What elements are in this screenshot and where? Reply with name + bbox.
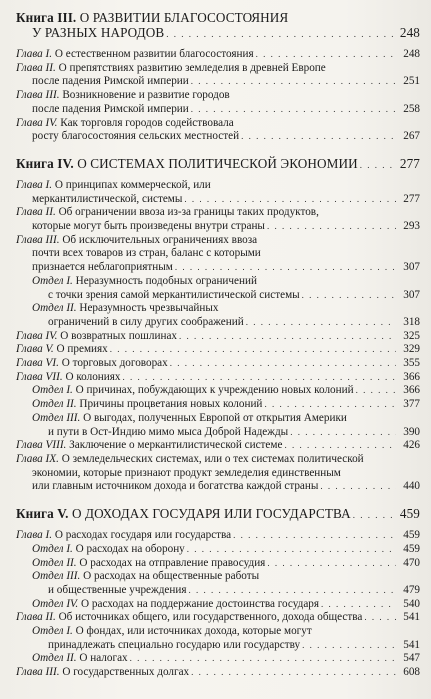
toc-text (32, 130, 239, 144)
leader-dots (264, 398, 396, 412)
toc-title: Неразумность подобных ограничений (75, 274, 257, 287)
toc-section[interactable] (16, 557, 420, 571)
page-number: 293 (403, 220, 420, 233)
toc-title: О расходах на оборону (75, 542, 185, 555)
toc-label: Глава I. (16, 48, 53, 60)
toc-text (16, 156, 358, 171)
toc-title: Об исключительных ограничениях ввоза (62, 233, 258, 246)
toc-title: меркантилистической, системы (32, 192, 183, 205)
toc-title: ограничений в силу других соображений (48, 315, 244, 328)
toc-label: Книга III. (16, 10, 77, 25)
toc-title: О государственных долгах (62, 666, 190, 679)
toc-section[interactable] (16, 598, 420, 612)
toc-text (32, 384, 354, 398)
toc-chapter[interactable] (16, 206, 420, 233)
toc-title: О СИСТЕМАХ ПОЛИТИЧЕСКОЙ ЭКОНОМИИ (77, 155, 358, 171)
toc-text (16, 89, 230, 103)
leader-dots (241, 130, 396, 144)
leader-dots (360, 158, 396, 173)
toc-label: Отдел I. (32, 542, 73, 555)
leader-dots (189, 584, 396, 598)
page-number: 277 (399, 155, 420, 171)
toc-title: О торговых договорах (61, 357, 168, 370)
toc-section[interactable] (16, 384, 420, 398)
toc-line (16, 179, 420, 193)
toc-chapter[interactable] (16, 357, 420, 371)
toc-label: Книга IV. (16, 155, 74, 171)
toc-label: Глава IV. (16, 116, 58, 129)
toc-title: Как торговля городов содействовала (60, 116, 234, 129)
toc-text (16, 666, 189, 680)
leader-dots (191, 666, 396, 680)
toc-line (16, 480, 420, 494)
toc-text (16, 330, 177, 344)
toc-text (16, 62, 326, 76)
toc-text (32, 467, 341, 481)
toc-label: Глава II. (16, 206, 56, 219)
toc-line (16, 48, 420, 62)
toc-line (16, 234, 420, 248)
toc-text (48, 584, 187, 598)
toc-title: О выгодах, полученных Европой от открытия Америки (83, 411, 347, 424)
toc-text (32, 247, 261, 261)
toc-label: Отдел III. (32, 411, 81, 424)
leader-dots (284, 439, 396, 453)
toc-section[interactable] (16, 275, 420, 302)
leader-dots (267, 557, 396, 571)
leader-dots (170, 357, 396, 371)
page-number: 541 (403, 611, 420, 624)
toc-title: после падения Римской империи (32, 102, 189, 115)
leader-dots (302, 639, 396, 653)
page-number: 248 (399, 25, 420, 40)
toc-label: Отдел IV. (32, 597, 79, 610)
toc-title: О РАЗВИТИИ БЛАГОСОСТОЯНИЯ (79, 10, 289, 25)
toc-text (32, 412, 347, 426)
leader-dots (256, 48, 396, 62)
toc-title: О расходах на общественные работы (83, 570, 260, 583)
toc-text (16, 48, 254, 62)
toc-line (32, 652, 420, 666)
leader-dots (302, 289, 396, 303)
toc-title: О возвратных пошлинах (60, 329, 178, 342)
toc-line (32, 639, 420, 653)
toc-line (32, 412, 420, 426)
toc-line (16, 89, 420, 103)
leader-dots (356, 384, 396, 398)
toc-label: Отдел I. (32, 274, 73, 287)
toc-section[interactable] (16, 302, 420, 329)
page-number: 608 (403, 666, 420, 679)
toc-chapter[interactable] (16, 666, 420, 680)
leader-dots (321, 598, 396, 612)
toc-line (16, 529, 420, 543)
toc-title: О препятствиях развитию земледелия в древней Европе (58, 61, 326, 74)
toc-text (32, 398, 262, 412)
toc-text (32, 652, 128, 666)
page-number: 366 (403, 370, 420, 383)
page-number: 390 (403, 425, 420, 438)
toc-line (32, 543, 420, 557)
toc-title: О налогах (79, 652, 128, 665)
toc-line (16, 666, 420, 680)
toc-chapter[interactable] (16, 529, 420, 543)
toc-section[interactable] (16, 543, 420, 557)
toc-title: экономии, которые признают продукт земледелия единственным (32, 466, 341, 479)
toc-line (16, 103, 420, 117)
toc-title: Возникновение и развитие городов (62, 89, 230, 102)
toc-line (32, 289, 420, 303)
toc-label: Отдел III. (32, 570, 81, 583)
toc-title: Причины процветания новых колоний (79, 398, 263, 411)
toc-label: Глава IV. (16, 329, 58, 342)
toc-text (32, 557, 265, 571)
toc-part[interactable] (16, 10, 420, 42)
toc-text (32, 625, 312, 639)
toc-title: О фондах, или источниках дохода, которые могут (75, 625, 312, 638)
toc-line (16, 357, 420, 371)
leader-dots (123, 371, 396, 385)
toc-label: Глава I. (16, 529, 53, 542)
toc-text (16, 206, 319, 220)
toc-text (48, 289, 300, 303)
toc-label: Глава III. (16, 233, 60, 246)
toc-title: О естественном развитии благосостояния (54, 48, 254, 60)
toc-title: Об ограничении ввоза из-за границы таких продуктов, (58, 206, 319, 219)
toc-text (16, 529, 231, 543)
toc-text (16, 453, 364, 467)
toc-line (32, 384, 420, 398)
toc-title: после падения Римской империи (32, 75, 189, 88)
page-number: 329 (403, 343, 420, 356)
toc-title: У РАЗНЫХ НАРОДОВ (32, 25, 165, 40)
toc-label: Отдел II. (32, 652, 77, 665)
toc-line (32, 316, 420, 330)
toc-text (16, 10, 288, 25)
toc-text (16, 179, 211, 193)
toc-label: Глава II. (16, 61, 56, 74)
toc-chapter[interactable] (16, 371, 420, 385)
toc-title: О земледельческих системах, или о тех системах политической (61, 452, 364, 465)
toc-line (16, 193, 420, 207)
toc-line (16, 75, 420, 89)
toc-label: Глава III. (16, 89, 60, 102)
page-number: 377 (403, 398, 420, 411)
toc-line (32, 398, 420, 412)
toc-title: О расходах на поддержание достоинства государя (81, 597, 320, 610)
toc-label: Глава II. (16, 611, 56, 624)
toc-title: признается неблагоприятным (32, 261, 173, 274)
toc-line (16, 206, 420, 220)
toc-line (16, 247, 420, 261)
toc-text (48, 639, 300, 653)
toc-title: почти всех товаров из стран, баланс с которыми (32, 247, 261, 260)
toc-text (32, 261, 173, 275)
table-of-contents (16, 10, 420, 680)
toc-text (16, 439, 282, 453)
leader-dots (184, 193, 396, 207)
page-number: 355 (403, 357, 420, 370)
toc-chapter[interactable] (16, 611, 420, 625)
toc-label: Глава III. (16, 666, 60, 679)
toc-line (32, 557, 420, 571)
toc-text (32, 25, 164, 40)
toc-chapter[interactable] (16, 117, 420, 144)
toc-part[interactable] (16, 506, 420, 523)
leader-dots (191, 103, 396, 117)
toc-label: Глава VI. (16, 357, 59, 370)
toc-title: и общественные учреждения (48, 583, 187, 596)
toc-title: принадлежать специально государю или государству (48, 638, 301, 651)
toc-title: с точки зрения самой меркантилистической системы (48, 288, 300, 301)
page-number: 248 (403, 48, 420, 60)
toc-text (32, 193, 182, 207)
toc-text (32, 220, 265, 234)
toc-title: Неразумность чрезвычайных (79, 302, 219, 315)
toc-line (16, 506, 420, 523)
toc-title: и пути в Ост-Индию мимо мыса Доброй Надежды (48, 425, 289, 438)
toc-chapter[interactable] (16, 453, 420, 494)
page-number: 307 (403, 288, 420, 301)
toc-title: Об источниках общего, или государственного, дохода общества (58, 611, 363, 624)
toc-chapter[interactable] (16, 179, 420, 206)
toc-line (16, 343, 420, 357)
toc-text (48, 426, 288, 440)
toc-line (32, 426, 420, 440)
toc-chapter[interactable] (16, 330, 420, 344)
toc-title: которые могут быть произведены внутри страны (32, 220, 265, 233)
toc-line (16, 25, 420, 42)
page-number: 325 (403, 329, 420, 342)
toc-label: Отдел II. (32, 398, 77, 411)
toc-title: О расходах на отправление правосудия (79, 556, 266, 569)
toc-text (16, 357, 168, 371)
toc-text (32, 480, 318, 494)
toc-line (16, 220, 420, 234)
page-number: 540 (403, 597, 420, 610)
toc-line (32, 598, 420, 612)
page-number: 426 (403, 439, 420, 452)
toc-label: Отдел II. (32, 556, 77, 569)
toc-line (16, 10, 420, 25)
toc-line (16, 130, 420, 144)
leader-dots (364, 611, 396, 625)
toc-line (32, 584, 420, 598)
toc-title: или главным источником дохода и богатства каждой страны (32, 480, 319, 493)
leader-dots (110, 343, 396, 357)
toc-text (32, 275, 257, 289)
leader-dots (179, 330, 396, 344)
toc-chapter[interactable] (16, 62, 420, 89)
toc-section[interactable] (16, 652, 420, 666)
toc-line (16, 62, 420, 76)
section-gap (16, 494, 420, 506)
leader-dots (290, 426, 396, 440)
page-number: 318 (403, 315, 420, 328)
toc-text (32, 302, 219, 316)
page-number: 251 (403, 75, 420, 88)
toc-line (16, 453, 420, 467)
toc-line (16, 117, 420, 131)
toc-line (16, 439, 420, 453)
toc-title: О причинах, побуждающих к учреждению новых колоний (75, 384, 354, 397)
toc-label: Глава VIII. (16, 439, 67, 452)
toc-line (16, 611, 420, 625)
leader-dots (166, 27, 396, 42)
page-number: 366 (403, 384, 420, 397)
page-number: 258 (403, 102, 420, 115)
leader-dots (233, 529, 396, 543)
page-number: 547 (403, 652, 420, 665)
toc-chapter[interactable] (16, 89, 420, 116)
toc-label: Отдел II. (32, 302, 77, 315)
leader-dots (353, 508, 396, 523)
toc-title: О колониях (65, 370, 121, 383)
toc-text (48, 316, 244, 330)
section-gap (16, 144, 420, 156)
toc-line (32, 302, 420, 316)
toc-text (16, 506, 351, 521)
toc-chapter[interactable] (16, 48, 420, 62)
toc-title: О премиях (56, 343, 108, 356)
toc-line (32, 275, 420, 289)
toc-text (32, 598, 319, 612)
page-number: 440 (403, 480, 420, 493)
page-number: 459 (403, 529, 420, 542)
toc-section[interactable] (16, 625, 420, 652)
toc-label: Глава V. (16, 343, 54, 356)
page-number: 479 (403, 583, 420, 596)
leader-dots (130, 652, 396, 666)
toc-line (16, 330, 420, 344)
toc-chapter[interactable] (16, 439, 420, 453)
toc-line (16, 261, 420, 275)
leader-dots (187, 543, 396, 557)
toc-title: Заключение о меркантилистической системе (69, 439, 283, 452)
leader-dots (191, 75, 396, 89)
toc-line (32, 625, 420, 639)
page-number: 470 (403, 556, 420, 569)
toc-section[interactable] (16, 570, 420, 597)
toc-text (16, 611, 362, 625)
page-number: 459 (399, 506, 420, 522)
toc-title: О расходах государя или государства (54, 529, 232, 542)
toc-title: О принципах коммерческой, или (54, 178, 211, 191)
toc-title: О ДОХОДАХ ГОСУДАРЯ ИЛИ ГОСУДАРСТВА (71, 506, 351, 522)
toc-text (32, 543, 185, 557)
toc-text (32, 75, 189, 89)
toc-text (16, 117, 234, 131)
leader-dots (320, 480, 396, 494)
leader-dots (246, 316, 396, 330)
toc-label: Книга V. (16, 506, 69, 522)
toc-chapter[interactable] (16, 343, 420, 357)
toc-text (32, 103, 189, 117)
toc-label: Отдел I. (32, 625, 73, 638)
toc-title: росту благосостояния сельских местностей (32, 130, 240, 143)
page-number: 459 (403, 542, 420, 555)
leader-dots (267, 220, 396, 234)
toc-part[interactable] (16, 156, 420, 173)
toc-label: Отдел I. (32, 384, 73, 397)
toc-section[interactable] (16, 412, 420, 439)
toc-text (16, 343, 108, 357)
page-number: 307 (403, 261, 420, 274)
toc-text (16, 234, 257, 248)
toc-chapter[interactable] (16, 234, 420, 275)
page-number: 267 (403, 130, 420, 143)
toc-line (32, 570, 420, 584)
toc-line (16, 371, 420, 385)
toc-section[interactable] (16, 398, 420, 412)
toc-label: Глава I. (16, 178, 53, 191)
leader-dots (175, 261, 396, 275)
toc-label: Глава VII. (16, 370, 63, 383)
toc-text (32, 570, 259, 584)
toc-line (16, 467, 420, 481)
page-number: 541 (403, 638, 420, 651)
toc-text (16, 371, 121, 385)
toc-label: Глава IX. (16, 452, 59, 465)
page-number: 277 (403, 192, 420, 205)
toc-line (16, 156, 420, 173)
